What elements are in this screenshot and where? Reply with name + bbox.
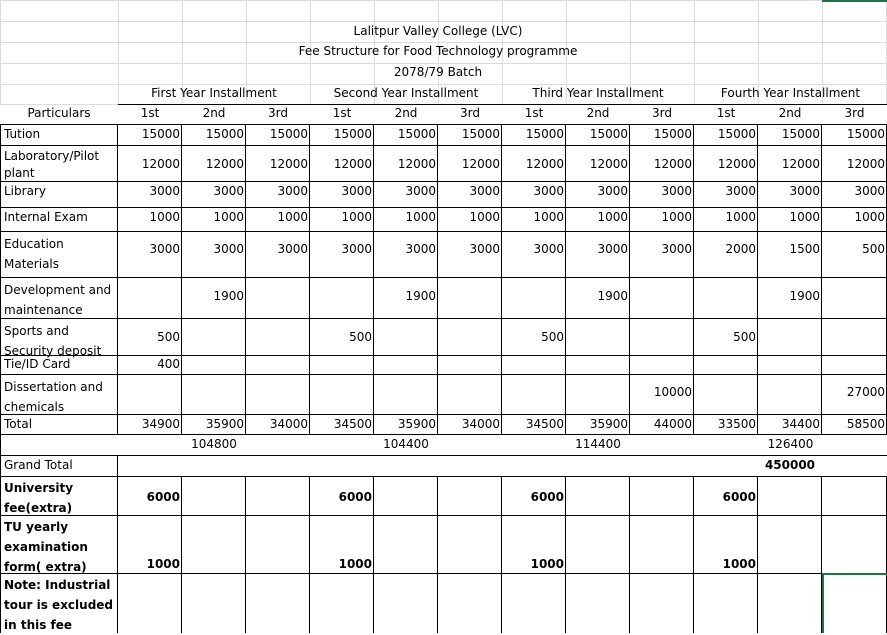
extra-cell-rule <box>629 476 630 515</box>
installment-header: 2nd <box>394 106 418 120</box>
extra-fee-cell: 6000 <box>530 490 564 504</box>
cell-selection <box>822 573 887 633</box>
cell-rule <box>309 355 310 374</box>
fee-cell: 1000 <box>469 210 500 224</box>
cell-rule <box>373 374 374 414</box>
fee-cell: 3000 <box>277 184 308 198</box>
fee-cell: 1000 <box>597 210 628 224</box>
fee-cell: 3000 <box>469 184 500 198</box>
year-header: Fourth Year Installment <box>720 86 861 100</box>
extra-fee-cell: 6000 <box>722 490 756 504</box>
label-rule <box>117 318 118 355</box>
fee-cell: 12000 <box>461 157 500 171</box>
fee-cell: 12000 <box>653 157 692 171</box>
row-label-6: Sports and Security deposit <box>4 324 102 358</box>
fee-cell: 3000 <box>789 184 820 198</box>
fee-cell: 12000 <box>846 157 885 171</box>
fee-cell: 12000 <box>269 157 308 171</box>
extra-cell-rule <box>245 476 246 515</box>
cell-rule <box>245 355 246 374</box>
row-rule <box>0 207 887 208</box>
fee-cell: 1000 <box>725 210 756 224</box>
fee-cell: 1000 <box>277 210 308 224</box>
installment-header: 1st <box>716 106 736 120</box>
fee-cell: 15000 <box>846 127 885 141</box>
fee-cell: 15000 <box>717 127 756 141</box>
fee-cell: 3000 <box>661 184 692 198</box>
year-total: 104800 <box>191 437 237 451</box>
fee-cell: 3000 <box>213 184 244 198</box>
year-header: Third Year Installment <box>532 86 664 100</box>
installment-header: 1st <box>524 106 544 120</box>
installment-header: 3rd <box>268 106 288 120</box>
fee-cell: 12000 <box>589 157 628 171</box>
fee-cell: 44000 <box>653 417 692 431</box>
installment-header: 1st <box>332 106 352 120</box>
grand-total-left <box>117 455 118 476</box>
extra-cell-rule <box>757 573 758 633</box>
fee-cell: 12000 <box>781 157 820 171</box>
extra-cell-rule <box>437 476 438 515</box>
extra-cell-rule <box>565 573 566 633</box>
extra-fee-cell: 1000 <box>722 557 756 571</box>
cell-rule <box>629 318 630 355</box>
cell-rule <box>693 355 694 374</box>
fee-cell: 34000 <box>269 417 308 431</box>
grand-total-label: Grand Total <box>4 458 73 472</box>
extra-cell-rule <box>437 573 438 633</box>
fee-structure-subtitle: Fee Structure for Food Technology programme <box>298 44 578 58</box>
fee-cell: 3000 <box>405 184 436 198</box>
grid-row-line <box>0 0 887 1</box>
label-rule <box>117 124 118 145</box>
installment-header: 2nd <box>586 106 610 120</box>
fee-cell: 35900 <box>397 417 436 431</box>
fee-cell: 3000 <box>854 184 885 198</box>
fee-cell: 1000 <box>661 210 692 224</box>
cell-rule <box>501 374 502 414</box>
fee-cell: 1900 <box>597 289 628 303</box>
fee-cell: 1000 <box>405 210 436 224</box>
extra-cell-rule <box>245 515 246 573</box>
year-total: 104400 <box>383 437 429 451</box>
row-label-1: Laboratory/Pilot plant <box>4 149 100 180</box>
fee-cell: 1000 <box>789 210 820 224</box>
grid-row-line <box>0 84 887 85</box>
row-label-3: Internal Exam <box>4 210 88 224</box>
grand-total-rule <box>0 476 887 477</box>
cell-rule <box>501 355 502 374</box>
fee-cell: 35900 <box>205 417 244 431</box>
fee-cell: 3000 <box>597 242 628 256</box>
year-total-rule <box>0 455 887 456</box>
label-rule <box>117 181 118 207</box>
row-rule <box>0 145 887 146</box>
extra-row-rule <box>0 573 887 574</box>
cell-rule <box>437 374 438 414</box>
fee-cell: 3000 <box>533 242 564 256</box>
installment-header: 1st <box>140 106 160 120</box>
fee-cell: 400 <box>157 357 180 371</box>
fee-cell: 3000 <box>149 242 180 256</box>
fee-cell: 2000 <box>725 242 756 256</box>
extra-cell-rule <box>309 573 310 633</box>
fee-cell: 34000 <box>461 417 500 431</box>
particulars-header: Particulars <box>27 106 91 120</box>
cell-rule <box>757 374 758 414</box>
fee-cell: 15000 <box>525 127 564 141</box>
extra-cell-rule <box>373 573 374 633</box>
year-total: 114400 <box>575 437 621 451</box>
fee-cell: 1500 <box>789 242 820 256</box>
fee-cell: 12000 <box>525 157 564 171</box>
installment-header: 2nd <box>202 106 226 120</box>
fee-cell: 34500 <box>333 417 372 431</box>
year-header: First Year Installment <box>151 86 277 100</box>
extra-cell-rule <box>245 573 246 633</box>
fee-cell: 500 <box>157 330 180 344</box>
fee-cell: 12000 <box>333 157 372 171</box>
label-rule <box>117 355 118 374</box>
extra-cell-rule <box>821 476 822 515</box>
fee-cell: 15000 <box>205 127 244 141</box>
fee-cell: 12000 <box>141 157 180 171</box>
row-label-9: Total <box>4 417 33 431</box>
year-total: 126400 <box>767 437 814 451</box>
grid-col-line <box>0 0 1 104</box>
cell-rule <box>693 277 694 318</box>
row-label-8: Dissertation and chemicals <box>4 380 103 414</box>
fee-cell: 3000 <box>149 184 180 198</box>
extra-fee-cell: 1000 <box>338 557 372 571</box>
extra-label-1: TU yearly examination form( extra) <box>4 520 88 574</box>
cell-rule <box>437 318 438 355</box>
cell-rule <box>245 318 246 355</box>
cell-selection-top <box>822 0 887 3</box>
grid-row-line <box>0 63 887 64</box>
cell-rule <box>565 374 566 414</box>
fee-cell: 58500 <box>846 417 885 431</box>
fee-cell: 1000 <box>533 210 564 224</box>
cell-rule <box>629 355 630 374</box>
year-header-rule <box>118 104 887 105</box>
grid-row-line <box>0 21 887 22</box>
row-rule <box>0 318 887 319</box>
fee-cell: 15000 <box>333 127 372 141</box>
fee-cell: 27000 <box>846 385 885 399</box>
extra-cell-rule <box>181 573 182 633</box>
extra-fee-cell: 1000 <box>530 557 564 571</box>
extra-fee-cell: 6000 <box>338 490 372 504</box>
fee-cell: 3000 <box>597 184 628 198</box>
installment-header: 2nd <box>778 106 802 120</box>
fee-cell: 1900 <box>789 289 820 303</box>
row-rule <box>0 374 887 375</box>
extra-cell-rule <box>821 515 822 573</box>
extra-cell-rule <box>437 515 438 573</box>
fee-cell: 12000 <box>717 157 756 171</box>
row-label-2: Library <box>4 184 46 198</box>
fee-cell: 500 <box>349 330 372 344</box>
row-rule <box>0 434 887 435</box>
extra-fee-cell: 6000 <box>146 490 180 504</box>
fee-cell: 34500 <box>525 417 564 431</box>
fee-cell: 3000 <box>277 242 308 256</box>
fee-cell: 3000 <box>725 184 756 198</box>
cell-rule <box>757 355 758 374</box>
fee-cell: 10000 <box>653 385 692 399</box>
fee-cell: 3000 <box>341 242 372 256</box>
fee-cell: 3000 <box>213 242 244 256</box>
table-rule <box>0 124 887 125</box>
cell-rule <box>565 355 566 374</box>
extra-cell-rule <box>501 573 502 633</box>
row-label-5: Development and maintenance <box>4 283 112 317</box>
fee-cell: 3000 <box>661 242 692 256</box>
label-rule <box>117 231 118 277</box>
fee-cell: 33500 <box>717 417 756 431</box>
cell-rule <box>821 318 822 355</box>
row-rule <box>0 181 887 182</box>
row-label-0: Tution <box>4 127 41 141</box>
fee-cell: 1900 <box>213 289 244 303</box>
fee-cell: 15000 <box>589 127 628 141</box>
label-rule <box>117 277 118 318</box>
row-label-4: Education Materials <box>4 237 64 271</box>
fee-cell: 12000 <box>205 157 244 171</box>
fee-cell: 1000 <box>213 210 244 224</box>
college-name: Lalitpur Valley College (LVC) <box>353 24 523 38</box>
extra-cell-rule <box>629 573 630 633</box>
extra-cell-rule <box>629 515 630 573</box>
batch-label: 2078/79 Batch <box>393 65 483 79</box>
row-rule <box>0 231 887 232</box>
fee-cell: 15000 <box>461 127 500 141</box>
cell-rule <box>821 355 822 374</box>
year-header: Second Year Installment <box>333 86 479 100</box>
label-rule <box>117 414 118 434</box>
label-rule <box>117 374 118 414</box>
fee-cell: 3000 <box>469 242 500 256</box>
fee-cell: 1000 <box>341 210 372 224</box>
label-rule <box>117 145 118 181</box>
row-label-7: Tie/ID Card <box>4 357 71 371</box>
fee-cell: 3000 <box>405 242 436 256</box>
extra-cell-rule <box>693 573 694 633</box>
installment-header: 3rd <box>652 106 672 120</box>
fee-cell: 500 <box>541 330 564 344</box>
grand-total-value: 450000 <box>764 458 816 472</box>
fee-cell: 3000 <box>533 184 564 198</box>
fee-cell: 15000 <box>653 127 692 141</box>
cell-rule <box>181 374 182 414</box>
fee-cell: 34900 <box>141 417 180 431</box>
fee-cell: 500 <box>862 242 885 256</box>
fee-cell: 12000 <box>397 157 436 171</box>
extra-label-rule <box>117 573 118 633</box>
fee-cell: 34400 <box>781 417 820 431</box>
fee-cell: 1900 <box>405 289 436 303</box>
row-rule <box>0 277 887 278</box>
fee-cell: 15000 <box>397 127 436 141</box>
label-rule <box>117 207 118 231</box>
fee-cell: 15000 <box>141 127 180 141</box>
cell-rule <box>373 355 374 374</box>
extra-fee-cell: 1000 <box>146 557 180 571</box>
fee-cell: 15000 <box>781 127 820 141</box>
grid-row-line <box>0 42 887 43</box>
extra-label-2: Note: Industrial tour is excluded in this fee <box>4 578 114 632</box>
extra-label-0: University fee(extra) <box>4 481 74 515</box>
cell-rule <box>501 277 502 318</box>
installment-header: 3rd <box>460 106 480 120</box>
fee-cell: 500 <box>733 330 756 344</box>
fee-cell: 1000 <box>854 210 885 224</box>
fee-cell: 15000 <box>269 127 308 141</box>
row-rule <box>0 355 887 356</box>
row-rule <box>0 414 887 415</box>
extra-row-rule <box>0 515 887 516</box>
fee-cell: 35900 <box>589 417 628 431</box>
cell-rule <box>309 374 310 414</box>
cell-rule <box>245 374 246 414</box>
cell-rule <box>437 355 438 374</box>
installment-header: 3rd <box>844 106 865 120</box>
fee-cell: 1000 <box>149 210 180 224</box>
cell-rule <box>309 277 310 318</box>
fee-cell: 3000 <box>341 184 372 198</box>
